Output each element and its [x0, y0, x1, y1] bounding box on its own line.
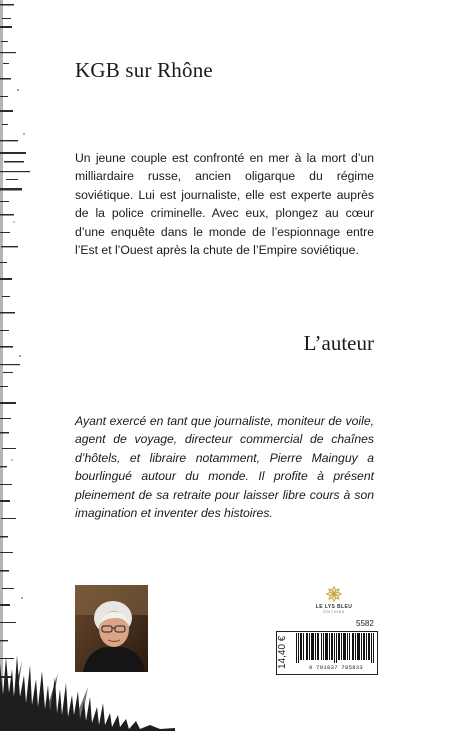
synopsis-text: Un jeune couple est confronté en mer à la mort d’un milliardaire russe, ancien oligarque du régime soviétique. Lui est journaliste, elle est experte auprès de la police criminelle. Avec eux, plongez au cœur d’une enquête dans le monde de l’espionnage entre l’Est et l’Ouest après la chute de l’Empire soviétique. — [75, 151, 374, 258]
price-label: 14,40 € — [277, 635, 288, 669]
distressed-edge-texture — [0, 0, 70, 731]
isbn-digits: 9 791037 785833 — [308, 664, 363, 671]
author-heading: L’auteur — [303, 331, 374, 355]
grass-silhouette — [0, 655, 175, 731]
book-title: KGB sur Rhône — [75, 58, 213, 82]
publisher-name: LE LYS BLEU — [315, 604, 353, 610]
publisher-subtitle: ÉDITIONS — [323, 610, 345, 614]
author-bio: Ayant exercé en tant que journaliste, moniteur de voile, agent de voyage, directeur commercial de chaînes d’hôtels, et libraire notamment, Pierre Mainguy a bourlingué autour du monde. Il profite à présent pleinement de sa retraite pour laisser libre cours à son imagination et inventer des histoires. — [75, 414, 374, 521]
product-code: 5582 — [356, 619, 374, 628]
publisher-logo — [303, 585, 365, 614]
barcode — [296, 633, 376, 663]
lily-flower-icon — [325, 585, 343, 603]
